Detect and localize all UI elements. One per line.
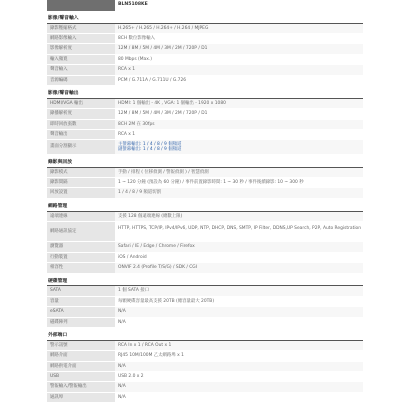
spec-value: 支援 128 個遠端連線 (總數上限) [115, 212, 363, 221]
spec-label: 輸入頻寬 [47, 55, 115, 64]
spec-value: RCA In x 1 / RCA Out x 1 [115, 341, 363, 350]
spec-row [47, 130, 363, 140]
spec-label: 回放設置 [47, 188, 115, 197]
spec-label: 網路通訊協定 [47, 222, 115, 242]
spec-label: 網路介面 [47, 351, 115, 360]
spec-row [47, 65, 363, 75]
spec-value: H.265+ / H.265 / H.264+ / H.264 / MJPEG [115, 24, 363, 33]
spec-row [47, 76, 363, 86]
spec-value: N/A [118, 319, 126, 325]
spec-row [47, 44, 363, 54]
spec-value: N/A [115, 307, 363, 316]
spec-row [47, 109, 363, 119]
spec-value: PCM / G.711A / G.711U / G.726 [118, 77, 187, 83]
spec-value: N/A [118, 394, 126, 400]
spec-label: 磁碟陣列 [47, 318, 115, 327]
spec-row [47, 382, 363, 392]
spec-row [47, 263, 363, 273]
spec-sheet [47, 0, 363, 403]
spec-value: 8CH 2M 在 30fps [115, 120, 363, 129]
spec-label: 錄影壓縮格式 [47, 24, 115, 33]
section-title: 網路管理 [47, 202, 363, 212]
spec-value: N/A [115, 382, 363, 391]
spec-value: 1 個 SATA 接口 [115, 286, 363, 295]
header-row [47, 0, 363, 11]
spec-value: RCA x 1 [118, 131, 136, 137]
spec-row [47, 222, 363, 243]
spec-label: 容量 [47, 297, 115, 306]
section-title: 影像/聲音輸入 [47, 14, 363, 24]
spec-value: 每顆硬碟容量最高支援 20TB (總容量最大 20TB) [118, 298, 215, 304]
spec-value: 主螢幕輸出: 1 / 4 / 8 / 9 個頻道 副螢幕輸出: 1 / 4 / 8 / 9 個頻道 [115, 140, 363, 154]
spec-row [47, 140, 363, 155]
spec-value: HDMI: 1 個輸出 - 4K , VGA: 1 個輸出 - 1920 x 1080 [115, 99, 363, 108]
spec-row [47, 212, 363, 222]
spec-label: HDMI/VGA 輸出 [47, 99, 115, 108]
spec-label: SATA [47, 286, 115, 295]
spec-value: 8CH 數位影像輸入 [118, 35, 155, 41]
spec-label: 通訊埠 [47, 393, 115, 402]
spec-label: 網路供電介面 [47, 362, 115, 371]
section-title: 影像/聲音輸出 [47, 89, 363, 99]
spec-row [47, 297, 363, 307]
section-title: 外部端口 [47, 331, 363, 341]
spec-value: 1 ~ 120 分鐘 (預設為 60 分鐘) / 事件前置錄影時間: 1 ~ 30 秒 / 事件後續錄影: 10 ~ 300 秒 [118, 179, 304, 185]
spec-label: 即時回放張數 [47, 120, 115, 129]
section-title: 硬碟管理 [47, 277, 363, 287]
spec-row [47, 168, 363, 178]
spec-label: eSATA [47, 307, 115, 316]
spec-value: Safari / IE / Edge / Chrome / Firefox [115, 242, 363, 251]
spec-value: 80 Mbps (Max.) [118, 56, 152, 62]
spec-row [47, 351, 363, 361]
spec-label: 網路影像輸入 [47, 34, 115, 43]
spec-row [47, 393, 363, 403]
header-label [47, 0, 115, 11]
spec-label: 聲音輸出 [47, 130, 115, 139]
spec-value: HTTP, HTTPS, TCP/IP, IPv4/IPv6, UDP, NTP, DHCP, DNS, SMTP, IP Filter, DDNS,UP Search, P2P, Auto Registration [118, 226, 362, 232]
spec-label: USB [47, 372, 115, 381]
spec-row [47, 120, 363, 130]
spec-label: 錄影模式 [47, 168, 115, 177]
spec-label: 遠端連線 [47, 212, 115, 221]
spec-label: 聲音輸入 [47, 65, 115, 74]
spec-row [47, 372, 363, 382]
spec-value: USB 2.0 x 2 [118, 373, 144, 379]
model-name: BLN5108KE [115, 0, 363, 11]
spec-row [47, 286, 363, 296]
spec-value: RJ45 10M/100M 乙太網路埠 x 1 [118, 353, 184, 359]
spec-row [47, 178, 363, 188]
spec-value: iOS / Android [118, 254, 147, 260]
spec-value: 手動 / 排程 ( 位移偵測 / 警報偵測 ) / 智慧偵測 [115, 168, 363, 177]
spec-label: 警報輸入/警報輸出 [47, 382, 115, 391]
spec-row [47, 341, 363, 351]
spec-row [47, 34, 363, 44]
spec-row [47, 24, 363, 34]
spec-row [47, 253, 363, 263]
spec-label: 畫面分割顯示 [47, 140, 115, 154]
spec-row [47, 307, 363, 317]
spec-label: 警示訊號 [47, 341, 115, 350]
spec-row [47, 55, 363, 65]
spec-value: 12M / 8M / 5M / 4M / 3M / 2M / 720P / D1 [115, 44, 363, 53]
spec-label: 影像解析度 [47, 44, 115, 53]
spec-row [47, 362, 363, 372]
spec-row [47, 318, 363, 328]
spec-label: 錄播解析度 [47, 109, 115, 118]
spec-label: 相容性 [47, 263, 115, 272]
spec-label: 瀏覽器 [47, 242, 115, 251]
spec-row [47, 188, 363, 198]
spec-label: 音源編碼 [47, 76, 115, 85]
spec-label: 行動裝置 [47, 253, 115, 262]
spec-value: RCA x 1 [115, 65, 363, 74]
spec-label: 錄影間隔 [47, 178, 115, 187]
section-title: 錄影與回放 [47, 158, 363, 168]
spec-value: N/A [115, 362, 363, 371]
spec-row [47, 242, 363, 252]
spec-value: 1 / 4 / 8 / 9 頻道切割 [115, 188, 363, 197]
spec-row [47, 99, 363, 109]
spec-value: 12M / 8M / 5M / 4M / 3M / 2M / 720P / D1 [118, 111, 208, 117]
spec-value: ONVIF 2.4 (Profile T/S/G) / SDK / CGI [115, 263, 363, 272]
